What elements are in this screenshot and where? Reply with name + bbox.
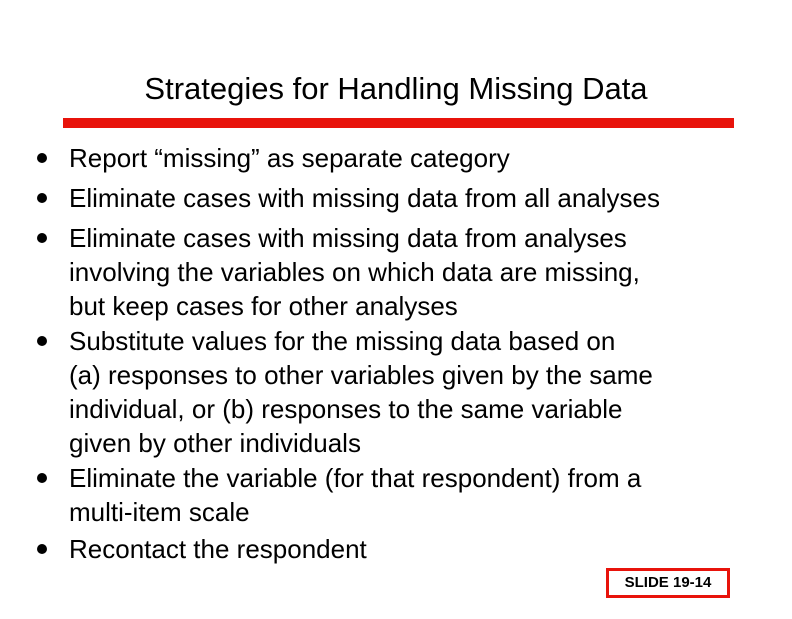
bullet-text: Eliminate cases with missing data from all analyses [69,183,661,213]
bullet-dot-icon [37,153,47,163]
bullet-dot-icon [37,473,47,483]
bullet-dot-icon [37,336,47,346]
bullet-dot-icon [37,233,47,243]
title-divider [63,118,734,128]
bullet-dot-icon [37,193,47,203]
slide-title: Strategies for Handling Missing Data [144,71,648,106]
slide-number-badge: SLIDE 19-14 [606,568,730,598]
bullet-dot-icon [37,544,47,554]
bullet-text: Eliminate cases with missing data from analyses involving the variables on which data are missing, but keep cases for other analyses [69,223,640,321]
bullet-text: Report “missing” as separate category [69,143,510,173]
bullet-text: Recontact the respondent [69,534,367,564]
bullet-text: Substitute values for the missing data based on (a) responses to other variables given by the same individual, or (b) responses to the same variable given by other individuals [69,326,653,458]
bullet-text: Eliminate the variable (for that respondent) from a multi-item scale [69,463,642,527]
